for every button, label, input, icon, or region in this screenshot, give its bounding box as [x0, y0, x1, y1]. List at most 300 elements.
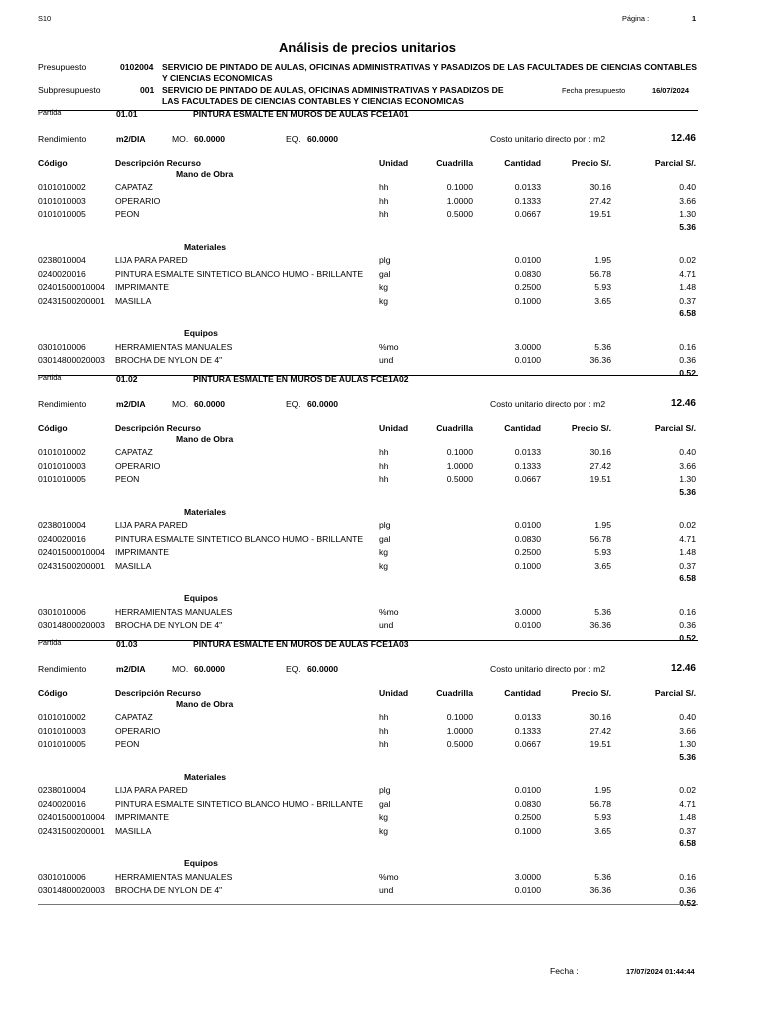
- cell-precio: 27.42: [589, 725, 611, 736]
- cell-descripcion: PINTURA ESMALTE SINTETICO BLANCO HUMO - BRILLANTE: [115, 268, 364, 279]
- end-separator: [38, 904, 698, 905]
- cell-precio: 36.36: [589, 355, 611, 366]
- column-cuadrilla: Cuadrilla: [436, 688, 473, 698]
- cell-codigo: 0238010004: [38, 255, 86, 266]
- table-row: [38, 342, 698, 355]
- cell-codigo: 0238010004: [38, 520, 86, 531]
- cell-codigo: 0240020016: [38, 798, 86, 809]
- group-subtotal: 5.36: [679, 486, 696, 497]
- table-row: [38, 182, 698, 195]
- cell-codigo: 02431500200001: [38, 560, 105, 571]
- cell-parcial: 1.30: [679, 739, 696, 750]
- cell-descripcion: PEON: [115, 474, 140, 485]
- cell-codigo: 0101010003: [38, 460, 86, 471]
- presupuesto-text: SERVICIO DE PINTADO DE AULAS, OFICINAS ADMINISTRATIVAS Y PASADIZOS DE LAS FACULTADES DE CIENCIAS CONTABLES Y CIENCIAS ECONOMICAS: [162, 62, 697, 83]
- cell-cuadrilla: 1.0000: [446, 460, 473, 471]
- cell-cantidad: 0.1333: [514, 460, 541, 471]
- group-header: [38, 507, 698, 520]
- cell-precio: 3.65: [594, 295, 611, 306]
- cell-descripcion: HERRAMIENTAS MANUALES: [115, 341, 233, 352]
- cell-codigo: 0101010003: [38, 195, 86, 206]
- cell-parcial: 1.48: [679, 282, 696, 293]
- column-cantidad: Cantidad: [504, 158, 541, 168]
- cell-precio: 30.16: [589, 447, 611, 458]
- column-cantidad: Cantidad: [504, 423, 541, 433]
- cell-precio: 56.78: [589, 798, 611, 809]
- column-parcial: Parcial S/.: [654, 158, 696, 168]
- table-row: [38, 561, 698, 574]
- cell-descripcion: LIJA PARA PARED: [115, 520, 188, 531]
- cell-unidad: %mo: [379, 606, 399, 617]
- footer-fecha-value: 17/07/2024 01:44:44: [626, 967, 695, 976]
- cell-codigo: 0101010002: [38, 712, 86, 723]
- cell-precio: 56.78: [589, 533, 611, 544]
- cell-parcial: 4.71: [679, 533, 696, 544]
- group-header: [38, 858, 698, 871]
- partida-label: Partida: [38, 638, 62, 647]
- mo-value: 60.0000: [194, 664, 226, 674]
- cell-cantidad: 0.0830: [514, 798, 541, 809]
- group-subtotal-row: [38, 573, 698, 586]
- mo-label: MO.: [172, 664, 189, 674]
- presupuesto-code: 0102004: [120, 62, 154, 72]
- cell-unidad: hh: [379, 460, 389, 471]
- column-codigo: Código: [38, 688, 68, 698]
- cell-precio: 5.36: [594, 871, 611, 882]
- cell-parcial: 0.40: [679, 712, 696, 723]
- partida-block: [38, 108, 698, 378]
- partida-code: 01.03: [116, 639, 138, 649]
- table-row: [38, 282, 698, 295]
- subpresupuesto-text-line1: SERVICIO DE PINTADO DE AULAS, OFICINAS ADMINISTRATIVAS Y PASADIZOS DE: [162, 85, 504, 95]
- cell-cantidad: 0.0667: [514, 474, 541, 485]
- mo-label: MO.: [172, 399, 189, 409]
- page-title: Análisis de precios unitarios: [279, 40, 456, 55]
- cell-cantidad: 0.2500: [514, 282, 541, 293]
- cell-unidad: gal: [379, 533, 391, 544]
- cell-parcial: 0.16: [679, 341, 696, 352]
- subpresupuesto-code: 001: [140, 85, 155, 95]
- cell-descripcion: OPERARIO: [115, 460, 161, 471]
- group-subtotal-row: [38, 222, 698, 235]
- cell-codigo: 0101010003: [38, 725, 86, 736]
- cell-unidad: hh: [379, 209, 389, 220]
- cell-parcial: 0.37: [679, 560, 696, 571]
- costo-unitario-value: 12.46: [670, 663, 696, 674]
- page-label: Página :: [622, 14, 650, 23]
- cell-parcial: 0.02: [679, 520, 696, 531]
- cell-unidad: und: [379, 885, 394, 896]
- cell-parcial: 0.36: [679, 355, 696, 366]
- cell-cantidad: 0.0667: [514, 739, 541, 750]
- cell-unidad: hh: [379, 182, 389, 193]
- group-header: [38, 699, 698, 712]
- cell-codigo: 0101010002: [38, 182, 86, 193]
- eq-label: EQ.: [286, 399, 301, 409]
- cell-precio: 3.65: [594, 825, 611, 836]
- cell-unidad: hh: [379, 739, 389, 750]
- column-precio: Precio S/.: [571, 158, 611, 168]
- cell-precio: 30.16: [589, 182, 611, 193]
- rendimiento-unit: m2/DIA: [116, 134, 146, 144]
- cell-precio: 5.93: [594, 282, 611, 293]
- column-descripcion: Descripción Recurso: [115, 423, 201, 433]
- cell-codigo: 0301010006: [38, 341, 86, 352]
- fecha-presupuesto-value: 16/07/2024: [652, 86, 689, 95]
- cell-codigo: 0238010004: [38, 785, 86, 796]
- group-subtotal: 5.36: [679, 751, 696, 762]
- cell-descripcion: IMPRIMANTE: [115, 812, 169, 823]
- table-row: [38, 209, 698, 222]
- group-subtotal-row: [38, 752, 698, 765]
- group-header: [38, 242, 698, 255]
- cell-codigo: 0101010005: [38, 474, 86, 485]
- rendimiento-unit: m2/DIA: [116, 664, 146, 674]
- rendimiento-label: Rendimiento: [38, 134, 87, 144]
- table-row: [38, 739, 698, 752]
- rendimiento-unit: m2/DIA: [116, 399, 146, 409]
- group-subtotal: 0.52: [679, 632, 696, 643]
- cell-cantidad: 3.0000: [514, 871, 541, 882]
- cell-descripcion: CAPATAZ: [115, 447, 153, 458]
- cell-parcial: 4.71: [679, 798, 696, 809]
- fecha-presupuesto-label: Fecha presupuesto: [562, 86, 626, 95]
- cell-unidad: plg: [379, 785, 391, 796]
- group-header: [38, 772, 698, 785]
- table-row: [38, 461, 698, 474]
- cell-descripcion: MASILLA: [115, 295, 152, 306]
- table-row: [38, 799, 698, 812]
- cell-cuadrilla: 0.1000: [446, 447, 473, 458]
- group-name: Materiales: [184, 772, 227, 782]
- cell-unidad: und: [379, 355, 394, 366]
- table-row: [38, 885, 698, 898]
- cell-cuadrilla: 1.0000: [446, 725, 473, 736]
- column-descripcion: Descripción Recurso: [115, 158, 201, 168]
- costo-unitario-label: Costo unitario directo por : m2: [490, 134, 606, 144]
- cell-cantidad: 0.1000: [514, 295, 541, 306]
- footer-fecha-label: Fecha :: [550, 966, 579, 976]
- column-parcial: Parcial S/.: [654, 423, 696, 433]
- cell-precio: 36.36: [589, 885, 611, 896]
- cell-cantidad: 0.0100: [514, 785, 541, 796]
- cell-unidad: kg: [379, 812, 389, 823]
- group-subtotal: 6.58: [679, 308, 696, 318]
- cell-codigo: 02431500200001: [38, 825, 105, 836]
- group-name: Materiales: [184, 242, 227, 252]
- cell-unidad: gal: [379, 798, 391, 809]
- table-row: [38, 196, 698, 209]
- column-cuadrilla: Cuadrilla: [436, 423, 473, 433]
- column-descripcion: Descripción Recurso: [115, 688, 201, 698]
- eq-value: 60.0000: [307, 399, 339, 409]
- cell-unidad: gal: [379, 268, 391, 279]
- column-cantidad: Cantidad: [504, 688, 541, 698]
- cell-codigo: 02401500010004: [38, 282, 105, 293]
- group-name: Equipos: [184, 593, 218, 604]
- cell-unidad: hh: [379, 712, 389, 723]
- table-row: [38, 712, 698, 725]
- cell-precio: 3.65: [594, 560, 611, 571]
- cell-descripcion: BROCHA DE NYLON DE 4": [115, 355, 223, 366]
- cell-parcial: 1.30: [679, 209, 696, 220]
- table-row: [38, 872, 698, 885]
- partida-name: PINTURA ESMALTE EN MUROS DE AULAS FCE1A03: [193, 639, 409, 649]
- cell-parcial: 0.36: [679, 885, 696, 896]
- cell-cantidad: 0.0133: [514, 447, 541, 458]
- cell-precio: 5.93: [594, 812, 611, 823]
- cell-cantidad: 0.1000: [514, 560, 541, 571]
- cell-parcial: 0.37: [679, 295, 696, 306]
- cell-codigo: 02401500010004: [38, 547, 105, 558]
- cell-codigo: 0240020016: [38, 533, 86, 544]
- group-header: [38, 434, 698, 447]
- cell-descripcion: CAPATAZ: [115, 712, 153, 723]
- partida-code: 01.02: [116, 374, 138, 384]
- eq-value: 60.0000: [307, 134, 339, 144]
- page-number: 1: [692, 14, 697, 23]
- cell-precio: 1.95: [594, 785, 611, 796]
- cell-codigo: 02401500010004: [38, 812, 105, 823]
- group-subtotal-row: [38, 308, 698, 321]
- eq-value: 60.0000: [307, 664, 339, 674]
- cell-descripcion: PINTURA ESMALTE SINTETICO BLANCO HUMO - BRILLANTE: [115, 533, 364, 544]
- column-unidad: Unidad: [379, 423, 409, 433]
- cell-parcial: 0.40: [679, 447, 696, 458]
- group-header: [38, 169, 698, 182]
- cell-unidad: hh: [379, 474, 389, 485]
- table-row: [38, 607, 698, 620]
- cell-precio: 5.36: [594, 341, 611, 352]
- cell-cantidad: 0.0667: [514, 209, 541, 220]
- cell-cantidad: 0.0830: [514, 268, 541, 279]
- cell-precio: 5.36: [594, 606, 611, 617]
- group-subtotal: 6.58: [679, 838, 696, 848]
- table-row: [38, 534, 698, 547]
- mo-label: MO.: [172, 134, 189, 144]
- group-name: Mano de Obra: [176, 169, 234, 179]
- cell-codigo: 0301010006: [38, 871, 86, 882]
- table-row: [38, 726, 698, 739]
- mo-value: 60.0000: [194, 399, 226, 409]
- partida-label: Partida: [38, 108, 62, 117]
- column-codigo: Código: [38, 423, 68, 433]
- eq-label: EQ.: [286, 134, 301, 144]
- cell-unidad: kg: [379, 547, 389, 558]
- cell-precio: 30.16: [589, 712, 611, 723]
- cell-precio: 27.42: [589, 195, 611, 206]
- table-row: [38, 269, 698, 282]
- cell-descripcion: BROCHA DE NYLON DE 4": [115, 885, 223, 896]
- cell-descripcion: PINTURA ESMALTE SINTETICO BLANCO HUMO - BRILLANTE: [115, 798, 364, 809]
- table-row: [38, 812, 698, 825]
- cell-codigo: 03014800020003: [38, 620, 105, 631]
- cell-precio: 19.51: [589, 739, 611, 750]
- group-name: Mano de Obra: [176, 699, 234, 709]
- cell-cantidad: 0.1333: [514, 725, 541, 736]
- column-precio: Precio S/.: [571, 688, 611, 698]
- cell-codigo: 02431500200001: [38, 295, 105, 306]
- cell-precio: 27.42: [589, 460, 611, 471]
- cell-unidad: kg: [379, 282, 389, 293]
- cell-codigo: 0240020016: [38, 268, 86, 279]
- cell-cantidad: 0.1333: [514, 195, 541, 206]
- partida-code: 01.01: [116, 109, 138, 119]
- group-header: [38, 593, 698, 606]
- cell-cantidad: 0.0100: [514, 620, 541, 631]
- cell-cantidad: 3.0000: [514, 606, 541, 617]
- partida-block: [38, 373, 698, 643]
- cell-unidad: %mo: [379, 871, 399, 882]
- cell-precio: 19.51: [589, 209, 611, 220]
- cell-codigo: 03014800020003: [38, 885, 105, 896]
- costo-unitario-value: 12.46: [670, 133, 696, 144]
- table-row: [38, 355, 698, 368]
- cell-unidad: hh: [379, 447, 389, 458]
- cell-unidad: kg: [379, 560, 389, 571]
- column-unidad: Unidad: [379, 158, 409, 168]
- system-code: S10: [38, 14, 52, 23]
- costo-unitario-value: 12.46: [670, 398, 696, 409]
- group-subtotal-row: [38, 838, 698, 851]
- cell-codigo: 0101010002: [38, 447, 86, 458]
- cell-unidad: und: [379, 620, 394, 631]
- column-parcial: Parcial S/.: [654, 688, 696, 698]
- table-row: [38, 474, 698, 487]
- cell-unidad: kg: [379, 295, 389, 306]
- eq-label: EQ.: [286, 664, 301, 674]
- cell-unidad: hh: [379, 725, 389, 736]
- cell-parcial: 3.66: [679, 195, 696, 206]
- cell-descripcion: OPERARIO: [115, 725, 161, 736]
- cell-cantidad: 0.0133: [514, 712, 541, 723]
- cell-precio: 56.78: [589, 268, 611, 279]
- cell-parcial: 0.02: [679, 255, 696, 266]
- subpresupuesto-label: Subpresupuesto: [38, 85, 101, 95]
- cell-parcial: 0.36: [679, 620, 696, 631]
- table-row: [38, 826, 698, 839]
- cell-precio: 19.51: [589, 474, 611, 485]
- cell-parcial: 0.16: [679, 871, 696, 882]
- cell-cantidad: 0.0100: [514, 885, 541, 896]
- table-row: [38, 296, 698, 309]
- group-name: Materiales: [184, 507, 227, 517]
- cell-descripcion: PEON: [115, 209, 140, 220]
- cell-descripcion: MASILLA: [115, 560, 152, 571]
- cell-descripcion: HERRAMIENTAS MANUALES: [115, 606, 233, 617]
- cell-descripcion: LIJA PARA PARED: [115, 255, 188, 266]
- cell-descripcion: BROCHA DE NYLON DE 4": [115, 620, 223, 631]
- column-codigo: Código: [38, 158, 68, 168]
- cell-precio: 1.95: [594, 520, 611, 531]
- table-row: [38, 785, 698, 798]
- cell-cantidad: 0.2500: [514, 812, 541, 823]
- costo-unitario-label: Costo unitario directo por : m2: [490, 664, 606, 674]
- cell-descripcion: CAPATAZ: [115, 182, 153, 193]
- cell-cantidad: 3.0000: [514, 341, 541, 352]
- cell-descripcion: PEON: [115, 739, 140, 750]
- partida-block: [38, 638, 698, 908]
- cell-parcial: 0.40: [679, 182, 696, 193]
- cell-unidad: hh: [379, 195, 389, 206]
- cell-precio: 5.93: [594, 547, 611, 558]
- cell-parcial: 1.48: [679, 547, 696, 558]
- cell-codigo: 03014800020003: [38, 355, 105, 366]
- cell-cuadrilla: 0.1000: [446, 712, 473, 723]
- partida-name: PINTURA ESMALTE EN MUROS DE AULAS FCE1A02: [193, 374, 409, 384]
- cell-parcial: 3.66: [679, 725, 696, 736]
- column-cuadrilla: Cuadrilla: [436, 158, 473, 168]
- cell-descripcion: LIJA PARA PARED: [115, 785, 188, 796]
- table-row: [38, 547, 698, 560]
- cell-cantidad: 0.2500: [514, 547, 541, 558]
- group-subtotal: 0.52: [679, 367, 696, 378]
- cell-cuadrilla: 0.5000: [446, 209, 473, 220]
- cell-cantidad: 0.0100: [514, 520, 541, 531]
- cell-cuadrilla: 1.0000: [446, 195, 473, 206]
- table-row: [38, 255, 698, 268]
- group-name: Mano de Obra: [176, 434, 234, 444]
- subpresupuesto-text: [162, 85, 522, 107]
- cell-parcial: 4.71: [679, 268, 696, 279]
- group-subtotal: 6.58: [679, 573, 696, 583]
- subpresupuesto-text-line2: LAS FACULTADES DE CIENCIAS CONTABLES Y CIENCIAS ECONOMICAS: [162, 96, 464, 106]
- cell-cuadrilla: 0.5000: [446, 474, 473, 485]
- cell-cantidad: 0.0100: [514, 255, 541, 266]
- table-row: [38, 620, 698, 633]
- cell-codigo: 0301010006: [38, 606, 86, 617]
- cell-cuadrilla: 0.1000: [446, 182, 473, 193]
- cell-cantidad: 0.0133: [514, 182, 541, 193]
- cell-parcial: 0.16: [679, 606, 696, 617]
- partida-label: Partida: [38, 373, 62, 382]
- cell-cantidad: 0.1000: [514, 825, 541, 836]
- cell-codigo: 0101010005: [38, 739, 86, 750]
- table-row: [38, 447, 698, 460]
- cell-unidad: plg: [379, 255, 391, 266]
- group-name: Equipos: [184, 858, 218, 869]
- cell-unidad: kg: [379, 825, 389, 836]
- column-precio: Precio S/.: [571, 423, 611, 433]
- cell-parcial: 0.37: [679, 825, 696, 836]
- group-subtotal: 0.52: [679, 897, 696, 908]
- group-subtotal-row: [38, 487, 698, 500]
- cell-precio: 1.95: [594, 255, 611, 266]
- cell-descripcion: OPERARIO: [115, 195, 161, 206]
- cell-cantidad: 0.0100: [514, 355, 541, 366]
- cell-cantidad: 0.0830: [514, 533, 541, 544]
- cell-descripcion: IMPRIMANTE: [115, 547, 169, 558]
- cell-descripcion: IMPRIMANTE: [115, 282, 169, 293]
- cell-parcial: 1.48: [679, 812, 696, 823]
- group-subtotal: 5.36: [679, 221, 696, 232]
- cell-descripcion: MASILLA: [115, 825, 152, 836]
- costo-unitario-label: Costo unitario directo por : m2: [490, 399, 606, 409]
- column-unidad: Unidad: [379, 688, 409, 698]
- table-row: [38, 520, 698, 533]
- partida-name: PINTURA ESMALTE EN MUROS DE AULAS FCE1A01: [193, 109, 409, 119]
- mo-value: 60.0000: [194, 134, 226, 144]
- cell-descripcion: HERRAMIENTAS MANUALES: [115, 871, 233, 882]
- cell-codigo: 0101010005: [38, 209, 86, 220]
- cell-parcial: 0.02: [679, 785, 696, 796]
- group-header: [38, 328, 698, 341]
- cell-cuadrilla: 0.5000: [446, 739, 473, 750]
- rendimiento-label: Rendimiento: [38, 399, 87, 409]
- cell-unidad: plg: [379, 520, 391, 531]
- group-name: Equipos: [184, 328, 218, 339]
- cell-parcial: 3.66: [679, 460, 696, 471]
